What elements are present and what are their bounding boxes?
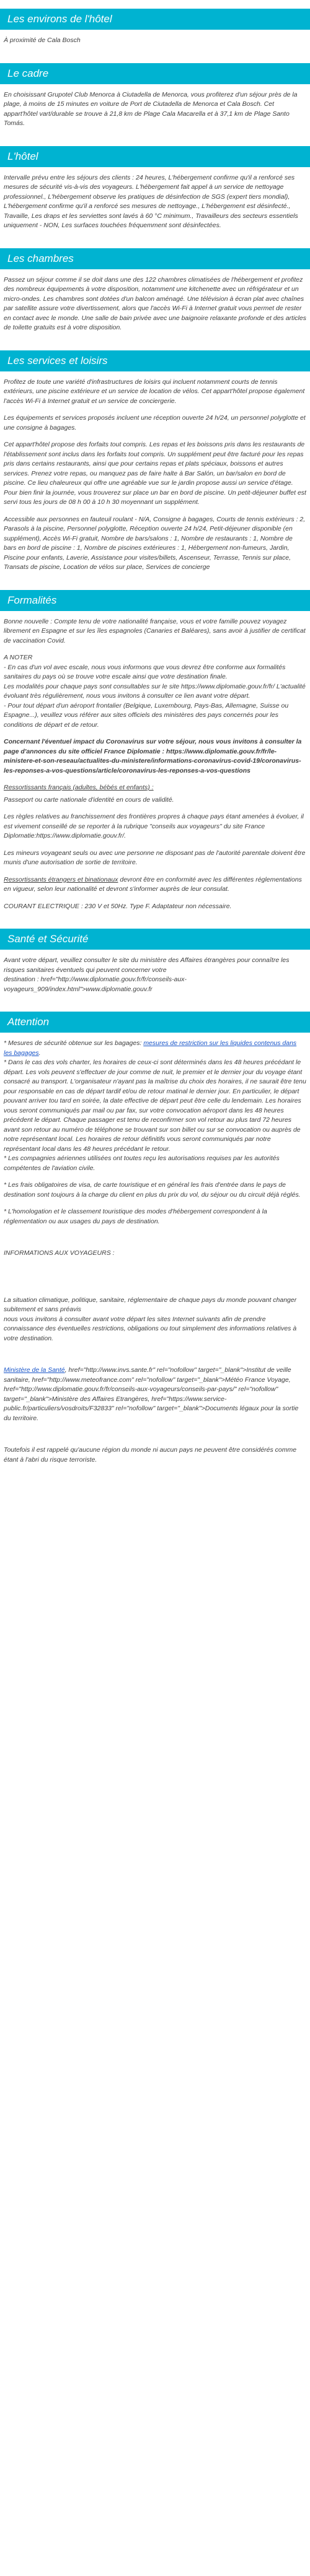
section-attention	[0, 1039, 310, 1465]
section-title-cadre: Le cadre	[0, 63, 310, 84]
section-cadre	[0, 90, 310, 129]
formalites-note: A NOTER - En cas d'un vol avec escale, nous vous informons que vous devrez être conforme aux formalités sanitaires du pays où se trouve votre escale ainsi que votre destination finale. Les modalités pour chaque pays sont consultables sur le site https://www.diplomatie.gouv.fr/fr/ L'actualité évoluant très régulièrement, nous vous invitons à consulter ce lien avant votre départ. - Pour tout départ d'un aéroport frontalier (Belgique, Luxembourg, Pays-Bas, Allemagne, Suisse ou Espagne...), veuillez vous référer aux sites officiels des ministères des pays concernés pour les conditions de départ et de retour.	[4, 654, 306, 729]
section-title-formalites: Formalités	[0, 590, 310, 611]
attention-paragraph: Toutefois il est rappelé qu'aucune région du monde ni aucun pays ne peuvent être considérés comme étant à l'abri du risque terroriste.	[4, 1446, 297, 1464]
formalites-paragraph: Les règles relatives au franchissement des frontières propres à chaque pays étant amenées à évoluer, il est vivement conseillé de se reporter à la rubrique "conseils aux voyageurs" du site France Diplomatie:https://www.diplomatie.gouv.fr/.	[4, 813, 304, 839]
attention-paragraph	[4, 1039, 306, 1173]
section-title-sante: Santé et Sécurité	[0, 929, 310, 950]
section-title-chambres: Les chambres	[0, 248, 310, 269]
attention-info-title: INFORMATIONS AUX VOYAGEURS :	[4, 1249, 115, 1257]
formalites-foreign-title: Ressortissants étrangers et binationaux	[4, 875, 118, 883]
formalites-paragraph: Bonne nouvelle : Compte tenu de votre nationalité française, vous et votre famille pouvez voyagez librement en Espagne et sur les îles espagnoles (Canaries et Baléares), sans avoir à justifier de certificat de vaccination Covid.	[4, 617, 306, 644]
environs-text: À proximité de Cala Bosch	[4, 37, 81, 44]
section-sante	[0, 956, 310, 994]
formalites-electric: COURANT ELECTRIQUE : 230 V et 50Hz. Type F. Adaptateur non nécessaire.	[4, 902, 232, 910]
formalites-foreign-text: devront être en conformité avec les différentes réglementations en vigueur, selon leur nationalité et devront s'informer auprès de leur consulat.	[4, 875, 302, 893]
attention-paragraph: * L'homologation et le classement touristique des modes d'hébergement correspondent à la réglementation ou aux usages du pays de destination.	[4, 1208, 267, 1225]
section-hotel	[0, 173, 310, 231]
section-formalites	[0, 617, 310, 912]
sante-text: Avant votre départ, veuillez consulter le site du ministère des Affaires étrangères pour connaître les risques sanitaires éventuels qui peuvent concerner votre destination : href="http://www.diplomatie.gouv.fr/fr/conseils-aux-voyageurs_909/index.html">www.diplomatie.gouv.fr	[4, 956, 290, 993]
section-title-attention: Attention	[0, 1012, 310, 1033]
section-environs	[0, 36, 310, 46]
section-chambres	[0, 275, 310, 333]
section-title-services: Les services et loisirs	[0, 350, 310, 371]
services-paragraph: Profitez de toute une variété d'infrastructures de loisirs qui incluent notamment courts de tennis extérieurs, une piscine extérieure et un service de location de vélos. Cet appart'hôtel propose également l'accès Wi-Fi à Internet gratuit et un service de conciergerie.	[4, 378, 305, 405]
section-title-environs: Les environs de l'hôtel	[0, 9, 310, 30]
attention-paragraph: * Les frais obligatoires de visa, de carte touristique et en général les frais d'entrée dans le pays de destination sont toujours à la charge du client en plus du prix du vol, du séjour ou du circuit déjà réglés.	[4, 1181, 301, 1199]
spacer	[4, 1431, 306, 1446]
formalites-french-nationals-title: Ressortissants français (adultes, bébés et enfants) :	[4, 784, 154, 791]
attention-text: . * Dans le cas des vols charter, les horaires de ceux-ci sont déterminés dans les 48 heures précédant le départ. Les vols peuvent s'effectuer de jour comme de nuit, le premier et le dernier jour du voyage étant consacré au transport. L'organisateur n'ayant pas la maîtrise du choix des horaires, il ne saurait être tenu pour responsable en cas de départ tardif et/ou de retour matinal le dernier jour. En particulier, le départ pouvant arriver tou tard en soirée, la date effective de départ peut être celle du lendemain. Les horaires vous seront communiqués par mail ou par fax, sur votre convocation aéroport dans les 48 heures précédent le départ. Chaque passager est tenu de reconfirmer son vol retour au plus tard 72 heures avant son retour au numéro de téléphone se trouvant sur son billet ou sur se convocation ou auprès de notre représentant local. Les horaires de retour définitifs vous seront communiqués par notre représentant local dans les 48 heures précédant le retour. * Les compagnies aériennes utilisées ont toutes reçu les autorisations requises par les autorités compétentes de l'aviation civile.	[4, 1049, 306, 1172]
ministere-sante-link[interactable]: Ministère de la Santé	[4, 1366, 65, 1374]
section-services	[0, 378, 310, 573]
services-amenities-list: Accessible aux personnes en fauteuil roulant - N/A, Consigne à bagages, Courts de tennis extérieurs : 2, Parasols à la piscine, Personnel polyglotte, Réception ouverte 24 h/24, Petit-déjeuner disponible (en supplément), Accès Wi-Fi gratuit, Nombre de bars/salons : 1, Nombre de restaurants : 1, Nombre de bars en bord de piscine : 1, Nombre de piscines extérieures : 1, Hébergement non-fumeurs, Jardin, Piscine pour enfants, Laverie, Assistance pour visites/billets, Ascenseur, Terrasse, Tennis sur place, Transats de piscine, Location de vélos sur place, Services de concierge	[4, 515, 306, 571]
section-title-hotel: L'hôtel	[0, 146, 310, 167]
spacer	[4, 1234, 306, 1249]
services-paragraph: Cet appart'hôtel propose des forfaits tout compris. Les repas et les boissons pris dans les restaurants de l'établissement sont inclus dans les forfaits tout compris. Un supplément peut être facturé pour les repas pris dans certains restaurants, ainsi que pour certains repas et plats spéciaux, boissons et autres services. Prenez votre repas, ou manquez pas de faire halte à Bar Salón, un bar/salon en bord de piscine. Ce lieu chaleureux qui offre une agréable vue sur le jardin propose aussi un service d'étage. Pour bien finir la journée, vous trouverez sur place un bar en bord de piscine. Un petit-déjeuner buffet est servi tous les jours de 08 h 00 à 10 h 30 moyennant un supplément.	[4, 441, 306, 506]
services-paragraph: Les équipements et services proposés incluent une réception ouverte 24 h/24, un personnel polyglotte et une consigne à bagages.	[4, 414, 306, 432]
hotel-text: Intervalle prévu entre les séjours des clients : 24 heures, L'hébergement confirme qu'il a renforcé ses mesures de sécurité vis-à-vis des voyageurs. L'hébergement fait appel à un service de nettoyage professionnel., L'hébergement observe les pratiques de désinfection de SGS (expert tiers mondial), L'hébergement confirme qu'il a renforcé ses mesures de nettoyage., L'hébergement est désinfecté., Travaille, Les draps et les serviettes sont lavés à 60 °C minimum., Travailleurs des secteurs essentiels uniquement - NON, Les surfaces touchées fréquemment sont désinfectées.	[4, 173, 298, 229]
spacer	[4, 1266, 306, 1296]
formalites-french-nationals-text: Passeport ou carte nationale d'identité en cours de validité.	[4, 796, 174, 804]
attention-links	[4, 1366, 306, 1423]
attention-links-text: , href="http://www.invs.sante.fr" rel="nofollow" target="_blank">Institut de veille sanitaire, href="http://www.meteofrance.com" rel="nofollow" target="_blank">Météo France Voyage, href="http://www.diplomatie.gouv.fr/fr/conseils-aux-voyageurs/conseils-par-pays/" rel="nofollow" target="_blank">Ministère des Affaires Etrangères, href="https://www.service-public.fr/particuliers/vosdroits/F32833" rel="nofollow" target="_blank">Documents légaux pour la sortie du territoire.	[4, 1366, 299, 1422]
attention-paragraph: La situation climatique, politique, sanitaire, réglementaire de chaque pays du monde pouvant changer subitement et sans préavis nous vous invitons à consulter avant votre départ les sites Internet suivants afin de prendre connaissance des éventuelles restrictions, obligations ou tout simplement des informations relatives à votre destination.	[4, 1296, 297, 1342]
cadre-text: En choisissant Grupotel Club Menorca à Ciutadella de Menorca, vous profiterez d'un séjour près de la plage, à moins de 15 minutes en voiture de Port de Ciutadella de Menorca et Cala Bosch. Cet appart'hôtel vart/durable se trouve à 21,8 km de Plage Cala Macarella et à 37,1 km de Plage Santo Tomás.	[4, 90, 298, 127]
formalites-paragraph: Les mineurs voyageant seuls ou avec une personne ne disposant pas de l'autorité parentale doivent être munis d'une autorisation de sortie de territoire.	[4, 849, 306, 866]
formalites-foreign-nationals	[4, 875, 306, 895]
attention-text: * Mesures de sécurité obtenue sur les bagages:	[4, 1039, 144, 1047]
chambres-text: Passez un séjour comme il se doit dans une des 122 chambres climatisées de l'hébergement et profitez des nombreux équipements à votre disposition, notamment une kitchenette avec un réfrigérateur et un micro-ondes. Les chambres sont dotées d'un balcon aménagé. Une télévision à écran plat avec chaînes par satellite assure votre divertissement, alors que l'accès Wi-Fi à Internet gratuit vous permet de rester en contact avec le monde. Une salle de bain privée avec une baignoire relaxante profonde et des articles de toilette gratuits est à votre disposition.	[4, 275, 306, 331]
spacer	[4, 1351, 306, 1366]
formalites-coronavirus: Concernant l'éventuel impact du Coronavirus sur votre séjour, nous vous invitons à consulter la page d'annonces du site officiel France Diplomatie : https://www.diplomatie.gouv.fr/fr/le-ministere-et-son-reseau/actualites-du-ministere/informations-coronavirus-covid-19/coronavirus-les-reponses-a-vos-questions/article/coronavirus-les-reponses-a-vos-questions	[4, 738, 302, 774]
liquids-restriction-link[interactable]: mesures de restriction sur les liquides contenus dans les bagages	[4, 1039, 297, 1057]
